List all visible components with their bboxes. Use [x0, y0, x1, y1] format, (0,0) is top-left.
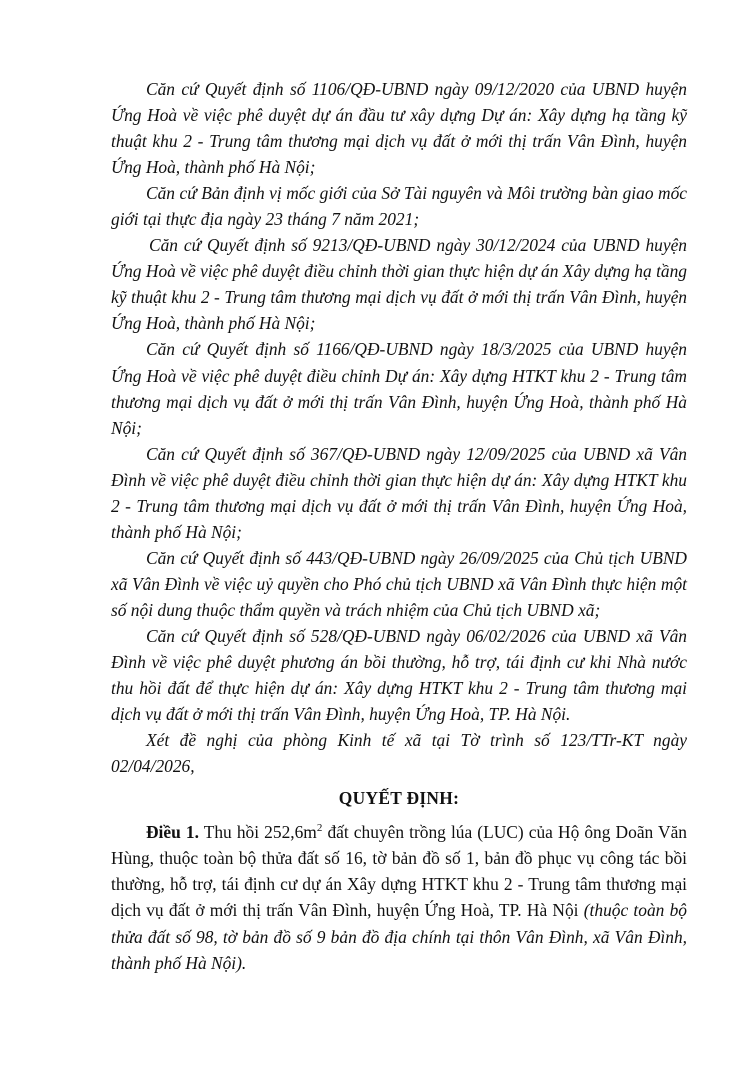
recital-4: Căn cứ Quyết định số 1166/QĐ-UBND ngày 18/3/2025 của UBND huyện Ứng Hoà về việc phê duyệt điều chỉnh Dự án: Xây dựng HTKT khu 2 - Trung tâm thương mại dịch vụ đất ở mới thị trấn Vân Đình, huyện Ứng Hoà, thành phố Hà Nội;: [111, 339, 687, 438]
recital-8: Xét đề nghị của phòng Kinh tế xã tại Tờ trình số 123/TTr-KT ngày 02/04/2026,: [111, 730, 687, 777]
article-1-text-a: Thu hồi 252,6m: [198, 822, 317, 843]
article-1-end: .: [241, 952, 247, 973]
document-body: [111, 76, 687, 976]
article-1-text-b: đất chuyên trồng lúa (LUC) của Hộ ông Doãn Văn Hùng, thuộc toàn bộ thửa đất số 16, tờ bản đồ số 1, bản đồ phục vụ công tác bồi thường, hỗ trợ, tái định cư dự án Xây dựng HTKT khu 2 - Trung tâm thương mại dịch vụ đất ở mới thị trấn Vân Đình, huyện Ứng Hoà, TP. Hà Nội: [111, 822, 687, 921]
article-1: [111, 819, 687, 975]
article-1-note: (thuộc toàn bộ thửa đất số 98, tờ bản đồ số 9 bản đồ địa chính tại thôn Vân Đình, xã Vân Đình, thành phố Hà Nội): [111, 900, 687, 973]
recital-2: Căn cứ Bản định vị mốc giới của Sở Tài nguyên và Môi trường bàn giao mốc giới tại thực địa ngày 23 tháng 7 năm 2021;: [111, 183, 687, 230]
recital-6: Căn cứ Quyết định số 443/QĐ-UBND ngày 26/09/2025 của Chủ tịch UBND xã Vân Đình về việc uỷ quyền cho Phó chủ tịch UBND xã Vân Đình thực hiện một số nội dung thuộc thẩm quyền và trách nhiệm của Chủ tịch UBND xã;: [111, 547, 687, 620]
decision-heading: QUYẾT ĐỊNH:: [338, 788, 460, 809]
recital-3: Căn cứ Quyết định số 9213/QĐ-UBND ngày 30/12/2024 của UBND huyện Ứng Hoà về việc phê duyệt điều chỉnh thời gian thực hiện dự án Xây dựng hạ tầng kỹ thuật khu 2 - Trung tâm thương mại dịch vụ đất ở mới thị trấn Vân Đình, huyện Ứng Hoà, thành phố Hà Nội;: [111, 235, 687, 334]
area-unit-superscript: 2: [316, 822, 323, 835]
recital-5: Căn cứ Quyết định số 367/QĐ-UBND ngày 12/09/2025 của UBND xã Vân Đình về việc phê duyệt điều chỉnh thời gian thực hiện dự án: Xây dựng HTKT khu 2 - Trung tâm thương mại dịch vụ đất ở mới thị trấn Vân Đình, huyện Ứng Hoà, thành phố Hà Nội;: [111, 443, 687, 542]
recital-1: Căn cứ Quyết định số 1106/QĐ-UBND ngày 09/12/2020 của UBND huyện Ứng Hoà về việc phê duyệt dự án đầu tư xây dựng Dự án: Xây dựng hạ tầng kỹ thuật khu 2 - Trung tâm thương mại dịch vụ đất ở mới thị trấn Vân Đình, huyện Ứng Hoà, thành phố Hà Nội;: [111, 79, 687, 178]
article-1-label: Điều 1.: [146, 822, 199, 843]
recital-7: Căn cứ Quyết định số 528/QĐ-UBND ngày 06/02/2026 của UBND xã Vân Đình về việc phê duyệt phương án bồi thường, hỗ trợ, tái định cư khi Nhà nước thu hồi đất để thực hiện dự án: Xây dựng HTKT khu 2 - Trung tâm thương mại dịch vụ đất ở mới thị trấn Vân Đình, huyện Ứng Hoà, TP. Hà Nội.: [111, 625, 687, 725]
